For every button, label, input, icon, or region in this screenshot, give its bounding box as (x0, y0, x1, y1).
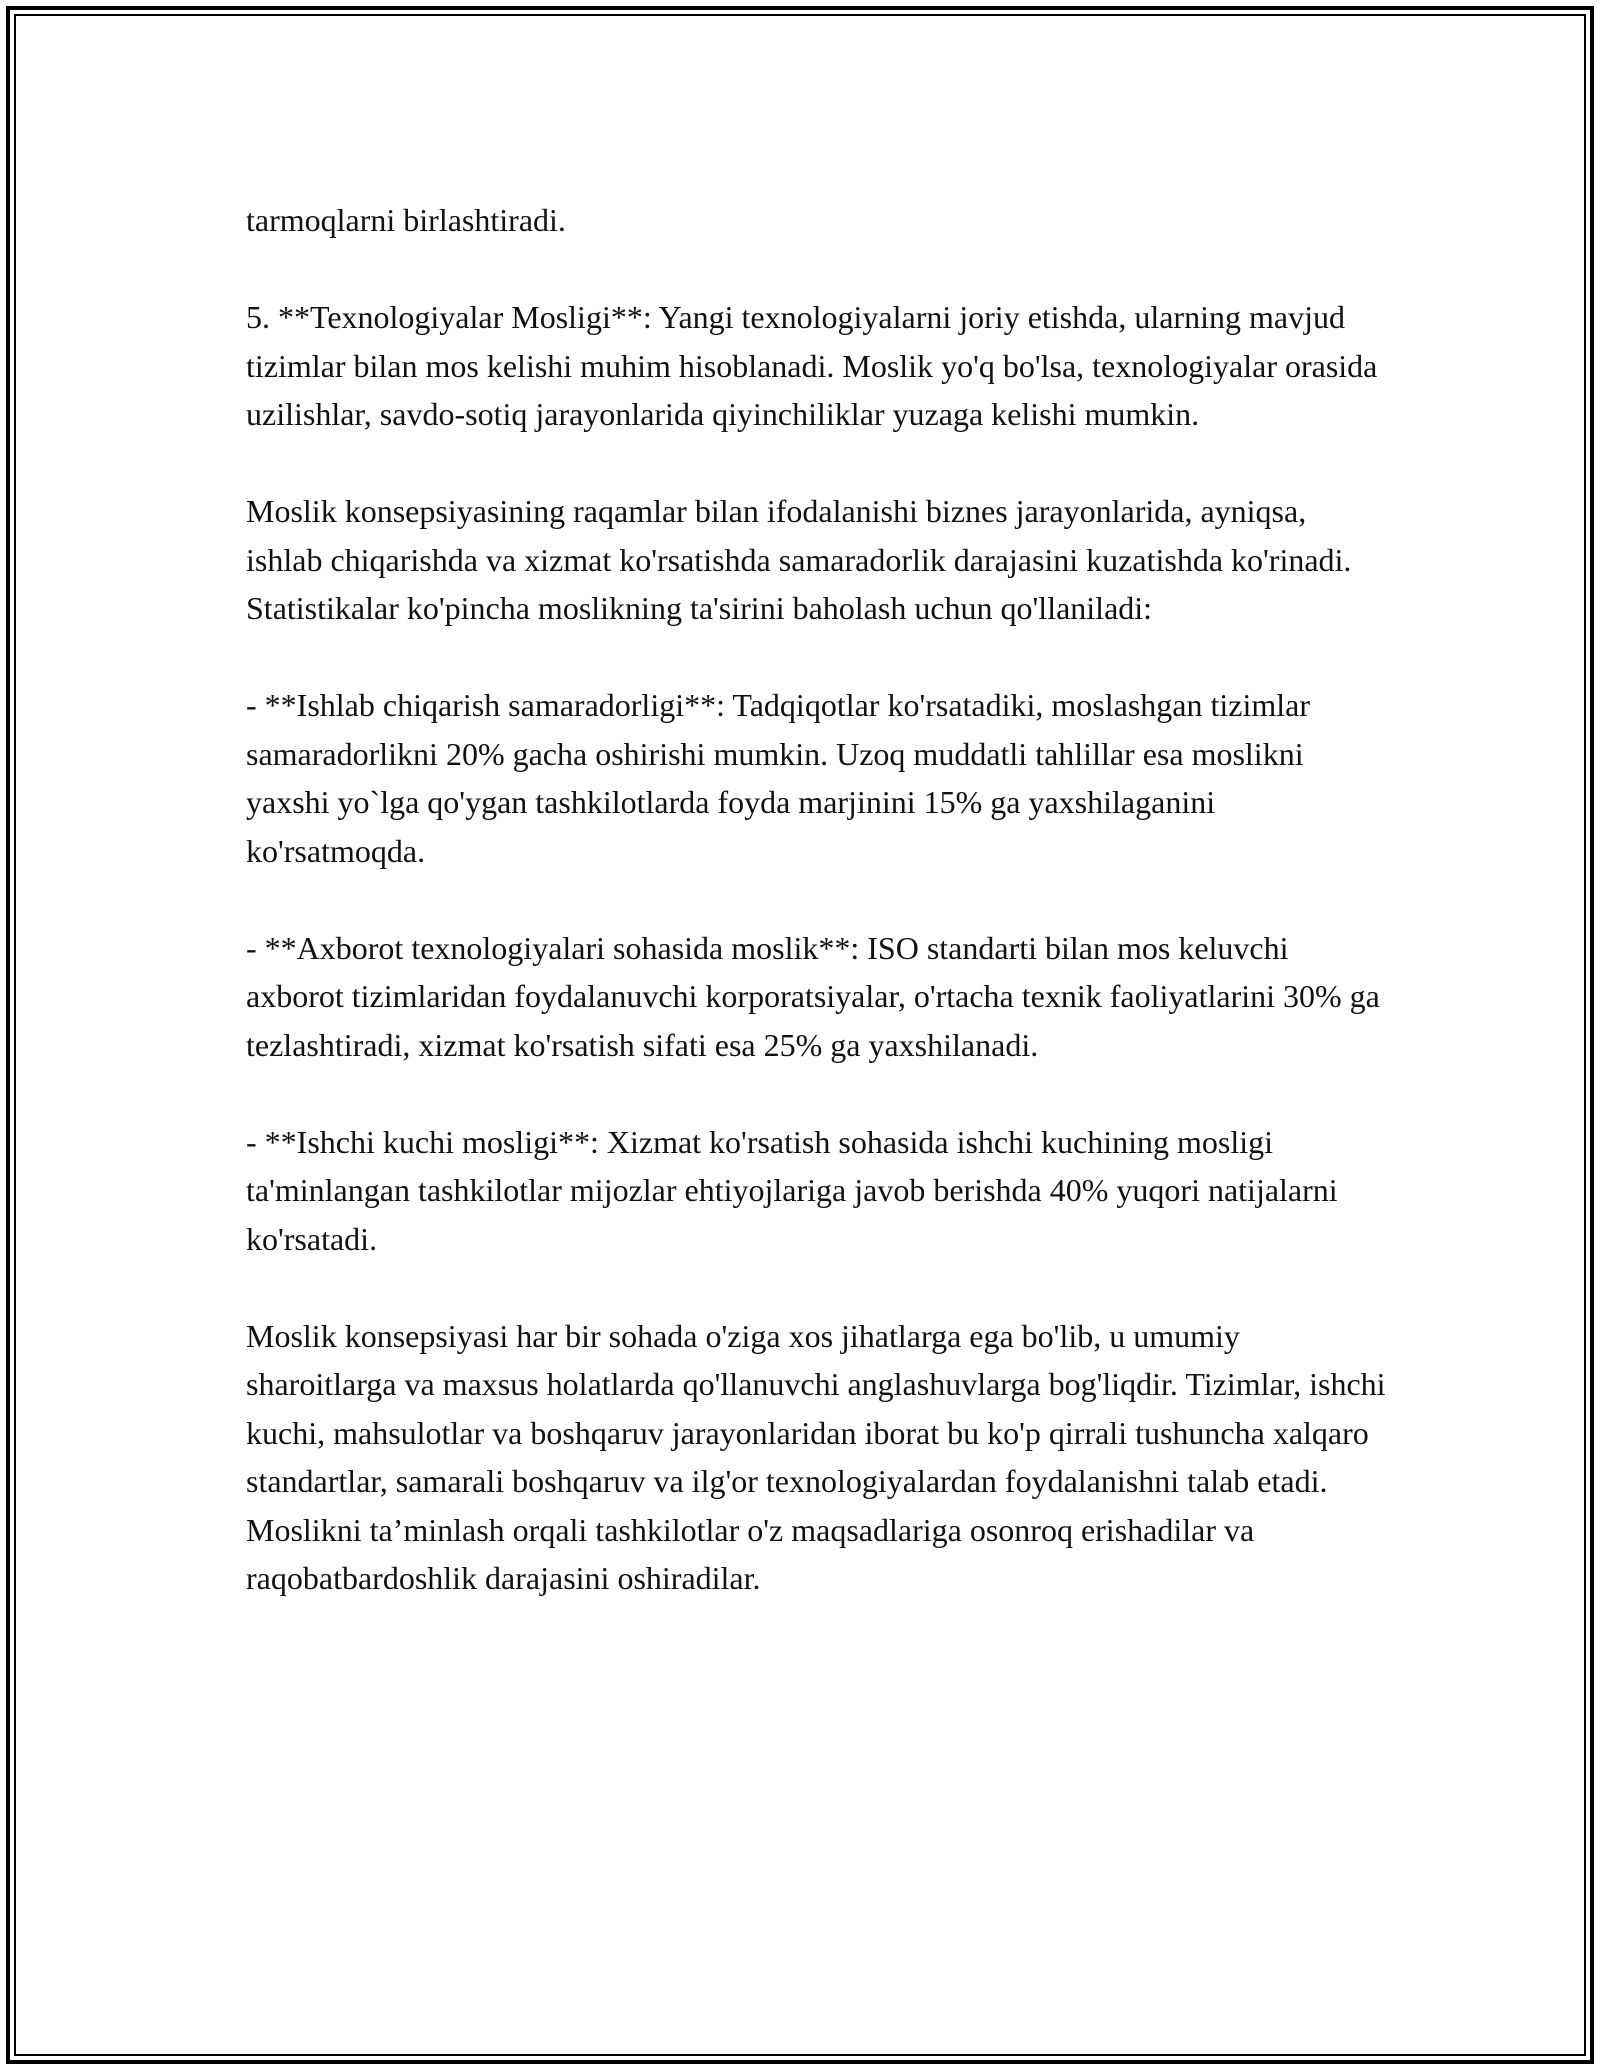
paragraph-it-compatibility: - **Axborot texnologiyalari sohasida moslik**: ISO standarti bilan mos keluvchi axborot tizimlaridan foydalanuvchi korporatsiyalar, o'rtacha texnik faoliyatlarini 30% ga tezlashtiradi, xizmat ko'rsatish sifati esa 25% ga yaxshilanadi. (246, 929, 1380, 1063)
paragraph-production-efficiency: - **Ishlab chiqarish samaradorligi**: Tadqiqotlar ko'rsatadiki, moslashgan tizimlar samaradorlikni 20% gacha oshirishi mumkin. Uzoq muddatli tahlillar esa moslikni yaxshi yo`lga qo'ygan tashkilotlarda foyda marjinini 15% ga yaxshilaganini ko'rsatmoqda. (246, 687, 1311, 869)
paragraph-technology-compatibility: 5. **Texnologiyalar Mosligi**: Yangi texnologiyalarni joriy etishda, ularning mavjud tizimlar bilan mos kelishi muhim hisoblanadi. Moslik yo'q bo'lsa, texnologiyalar orasida uzilishlar, savdo-sotiq jarayonlarida qiyinchiliklar yuzaga kelishi mumkin. (246, 299, 1378, 432)
paragraph-continuation: tarmoqlarni birlashtiradi. (246, 202, 566, 238)
paragraph-statistics-intro: Moslik konsepsiyasining raqamlar bilan ifodalanishi biznes jarayonlarida, ayniqsa, ishlab chiqarishda va xizmat ko'rsatishda samaradorlik darajasini kuzatishda ko'rinadi. Statistikalar ko'pincha moslikning ta'sirini baholash uchun qo'llaniladi: (246, 493, 1352, 626)
page-frame (6, 6, 1594, 2064)
paragraph-conclusion: Moslik konsepsiyasi har bir sohada o'ziga xos jihatlarga ega bo'lib, u umumiy sharoitlarga va maxsus holatlarda qo'llanuvchi anglashuvlarga bog'liqdir. Tizimlar, ishchi kuchi, mahsulotlar va boshqaruv jarayonlaridan iborat bu ko'p qirrali tushuncha xalqaro standartlar, samarali boshqaruv va ilg'or texnologiyalardan foydalanishni talab etadi. Moslikni ta’minlash orqali tashkilotlar o'z maqsadlariga osonroq erishadilar va raqobatbardoshlik darajasini oshiradilar. (246, 1317, 1386, 1596)
paragraph-workforce-compatibility: - **Ishchi kuchi mosligi**: Xizmat ko'rsatish sohasida ishchi kuchining mosligi ta'minlangan tashkilotlar mijozlar ehtiyojlariga javob berishda 40% yuqori natijalarni ko'rsatadi. (246, 1123, 1338, 1257)
document-body (246, 196, 1386, 1651)
